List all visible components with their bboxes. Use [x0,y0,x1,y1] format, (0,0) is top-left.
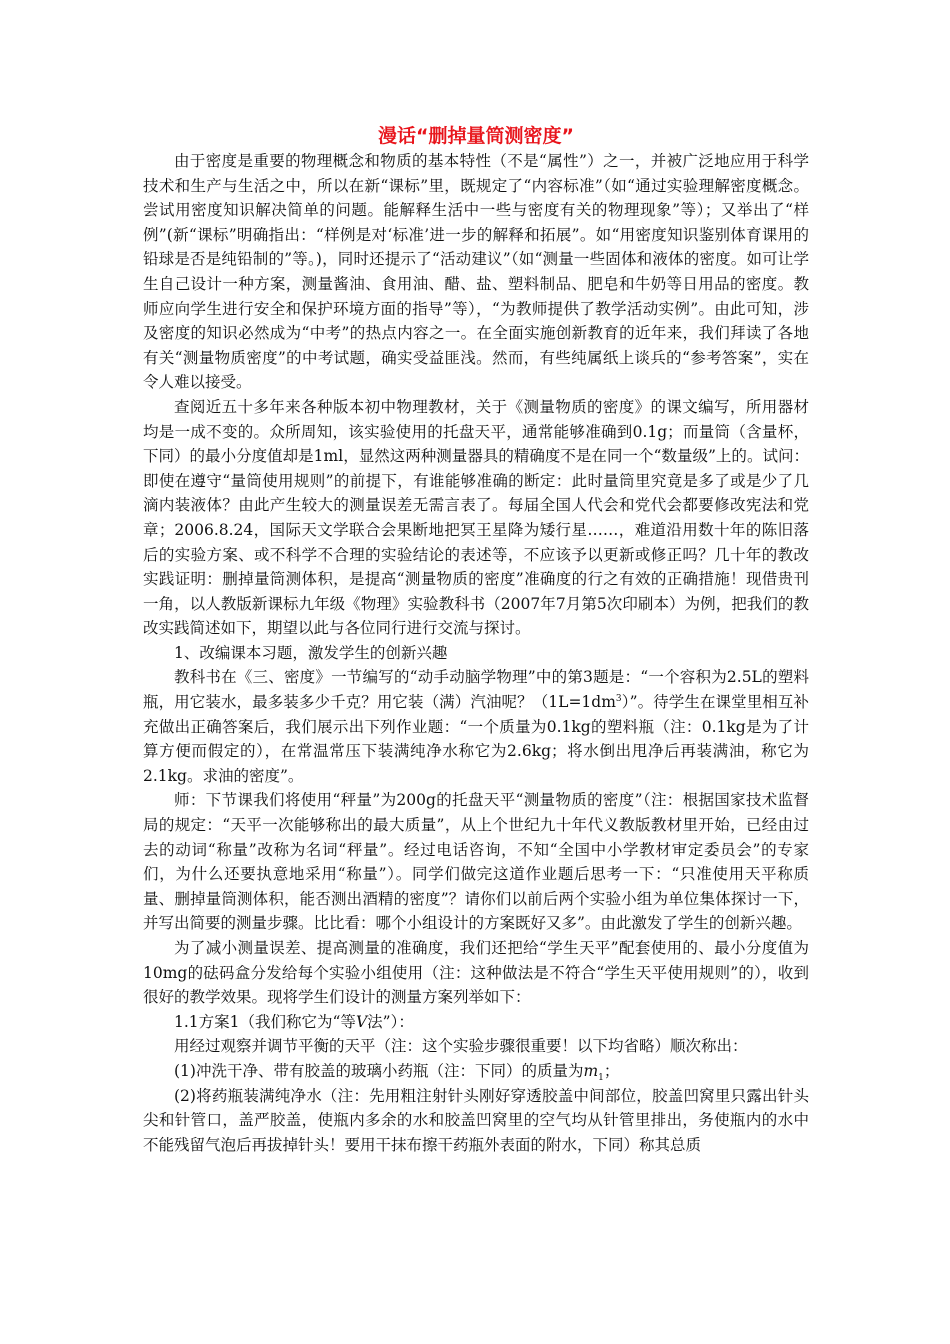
document-body [143,124,809,1157]
document-title: 漫话“删掉量筒测密度” [378,125,574,147]
paragraph-textbook-review: 查阅近五十多年来各种版本初中物理教材，关于《测量物质的密度》的课文编写，所用器材均是一成不变的。众所周知，该实验使用的托盘天平，通常能够准确到0.1g；而量筒（含量杯，下同）的最小分度值却是1ml，显然这两种测量器具的精确度不是在同一个“数量级”上的。试问：即使在遵守“量筒使用规则”的前提下，有谁能够准确的断定：此时量筒里究竟是多了或是少了几滴内装液体？由此产生较大的测量误差无需言表了。每届全国人代会和党代会都要修改宪法和党章；2006.8.24，国际天文学联合会果断地把冥王星降为矮行星……，难道沿用数十年的陈旧落后的实验方案、或不科学不合理的实验结论的表述等，不应该予以更新或修正吗？几十年的教改实践证明：删掉量筒测体积，是提高“测量物质的密度”准确度的行之有效的正确措施！现借贵刊一角，以人教版新课标九年级《物理》实验教科书（2007年7月第5次印刷本）为例，把我们的教改实践简述如下，期望以此与各位同行进行交流与探讨。 [143,397,809,638]
step-1-text: (1)冲洗干净、带有胶盖的玻璃小药瓶（注：下同）的质量为 [174,1061,584,1080]
exercise-superscript: 3 [615,693,622,704]
paragraph-intro: 由于密度是重要的物理概念和物质的基本特性（不是“属性”）之一，并被广泛地应用于科学技术和生产与生活之中，所以在新“课标”里，既规定了“内容标准”（如“通过实验理解密度概念。尝试用密度知识解决简单的问题。能解释生活中一些与密度有关的物理现象”等）；又举出了“样例”(新“课标”明确指出：“样例是对‘标准’进一步的解释和拓展”。如“用密度知识鉴别体育课用的铅球是否是纯铅制的”等。)，同时还提示了“活动建议”（如“测量一些固体和液体的密度。如可让学生自己设计一种方案，测量酱油、食用油、醋、盐、塑料制品、肥皂和牛奶等日用品的密度。教师应向学生进行安全和保护环境方面的指导”等），“为教师提供了教学活动实例”。由此可知，涉及密度的知识必然成为“中考”的热点内容之一。在全面实施创新教育的近年来，我们拜读了各地有关“测量物质密度”的中考试题，确实受益匪浅。然而，有些纯属纸上谈兵的“参考答案”，实在令人难以接受。 [143,152,809,392]
plan-1-heading [143,1010,809,1035]
exercise-text-b: ）”。待学生在课堂里相互补充做出正确答案后，我们展示出下列作业题：“一个质量为0.1kg的塑料瓶（注：0.1kg是为了计算方便而假定的），在常温常压下装满纯净水称它为2.6kg；将水倒出甩净后再装满油，称它为2.1kg。求油的密度”。 [143,693,809,785]
section-heading-1: 1、改编课本习题，激发学生的创新兴趣 [174,643,448,662]
paragraph-teacher: 师：下节课我们将使用“秤量”为200g的托盘天平“测量物质的密度”（注：根据国家技术监督局的规定：“天平一次能够称出的最大质量”，从上个世纪九十年代义教版教材里开始，已经由过去的动词“称量”改称为名词“秤量”。经过电话咨询，不知“全国中小学教材审定委员会”的专家们，为什么还要执意地采用“称量”）。同学们做完这道作业题后思考一下：“只准使用天平称质量、删掉量筒测体积，能否测出酒精的密度”？请你们以前后两个实验小组为单位集体探讨一下，并写出简要的测量步骤。比比看：哪个小组设计的方案既好又多”。由此激发了学生的创新兴趣。 [143,791,809,933]
plan-1-text-a: 1.1方案1（我们称它为“等 [174,1012,356,1031]
step-1-subscript: 1 [598,1073,604,1084]
step-1 [143,1059,809,1084]
plan-1-variable: V [355,1012,368,1031]
paragraph-weights: 为了减小测量误差、提高测量的准确度，我们还把给“学生天平”配套使用的、最小分度值为10mg的砝码盒分发给每个实验小组使用（注：这种做法是不符合“学生天平使用规则”的），收到很好的教学效果。现将学生们设计的测量方案列举如下： [143,939,809,1007]
exercise-text-a: 教科书在《三、密度》一节编写的“动手动脑学物理”中的第3题是：“一个容积为2.5L的塑料瓶，用它装水，最多装多少千克？用它装（满）汽油呢？（1L=1dm [143,668,809,712]
paragraph-exercise [143,665,809,788]
step-1-variable: m [583,1061,599,1080]
plan-1-text-b: 法”）： [367,1012,414,1031]
step-1-end: ； [603,1061,620,1080]
plan-1-intro: 用经过观察并调节平衡的天平（注：这个实验步骤很重要！以下均省略）顺次称出： [174,1037,748,1056]
step-2: (2)将药瓶装满纯净水（注：先用粗注射针头刚好穿透胶盖中间部位，胶盖凹窝里只露出针头尖和针管口，盖严胶盖，使瓶内多余的水和胶盖凹窝里的空气均从针管里排出，务使瓶内的水中不能残留气泡后再拔掉针头！要用干抹布擦干药瓶外表面的附水，下同）称其总质 [143,1086,809,1154]
